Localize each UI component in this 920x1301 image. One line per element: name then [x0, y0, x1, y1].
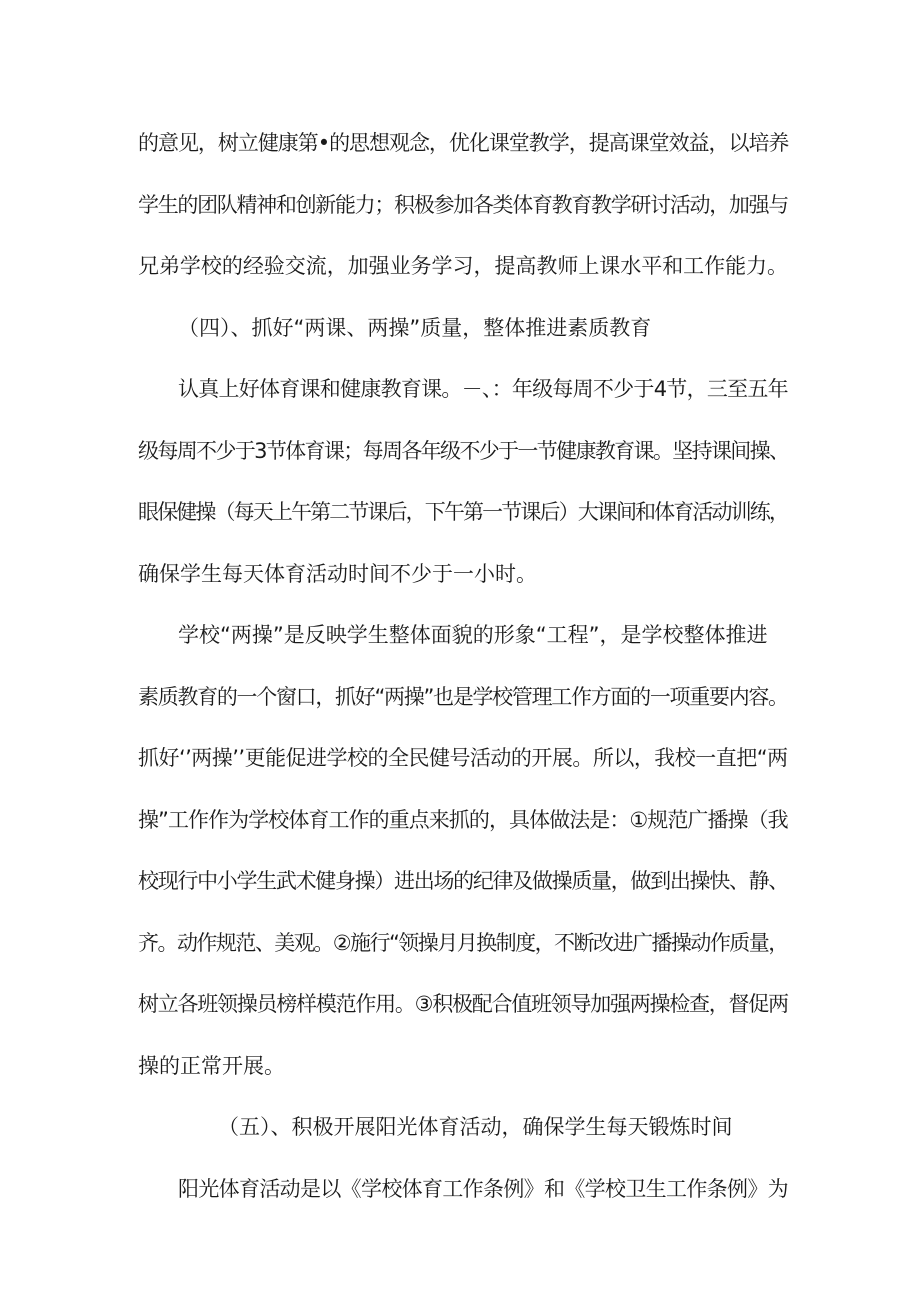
text-line: 阳光体育活动是以《学校体育工作条例》和《学校卫生工作条例》为: [178, 1177, 788, 1201]
text-line: 校现行中小学生武术健身操）进出场的纪律及做操质量，做到出操快、静、: [138, 869, 788, 893]
section-heading: （四）、抓好“两课、两操”质量，整体推进素质教育: [178, 316, 652, 340]
text-line: 兄弟学校的经验交流，加强业务学习，提高教师上课水平和工作能力。: [138, 254, 788, 278]
text-line: 抓好‘’两操’’更能促进学校的全民健号活动的开展。所以，我校一直把“两: [138, 746, 788, 770]
text-line: 素质教育的一个窗口，抓好“两操”也是学校管理工作方面的一项重要内容。: [138, 685, 788, 709]
text-line: 级每周不少于3节体育课；每周各年级不少于一节健康教育课。坚持课间操、: [138, 439, 789, 463]
text-line: 的意见，树立健康第•的思想观念，优化课堂教学，提高课堂效益，以培养: [138, 131, 789, 155]
text-line: 学校“两操”是反映学生整体面貌的形象“工程”，是学校整体推进: [178, 623, 768, 647]
text-line: 认真上好体育课和健康教育课。－、：年级每周不少于4节，三至五年: [178, 377, 788, 401]
text-line: 确保学生每天体育活动时间不少于一小时。: [138, 562, 537, 586]
section-heading: （五）、积极开展阳光体育活动，确保学生每天锻炼时间: [218, 1115, 733, 1139]
text-line: 操的正常开展。: [138, 1054, 285, 1078]
text-line: 眼保健操（每天上午第二节课后，下午第一节课后）大课间和体育活动训练，: [138, 500, 788, 524]
text-line: 树立各班领操员榜样模范作用。③积极配合值班领导加强两操检查，督促两: [138, 992, 788, 1016]
text-line: 操”工作作为学校体育工作的重点来抓的，具体做法是：①规范广播操（我: [138, 808, 788, 832]
text-line: 齐。动作规范、美观。②施行“领操月月换制度，不断改进广播操动作质量，: [138, 931, 788, 955]
text-line: 学生的团队精神和创新能力；积极参加各类体育教育教学研讨活动，加强与: [138, 193, 788, 217]
